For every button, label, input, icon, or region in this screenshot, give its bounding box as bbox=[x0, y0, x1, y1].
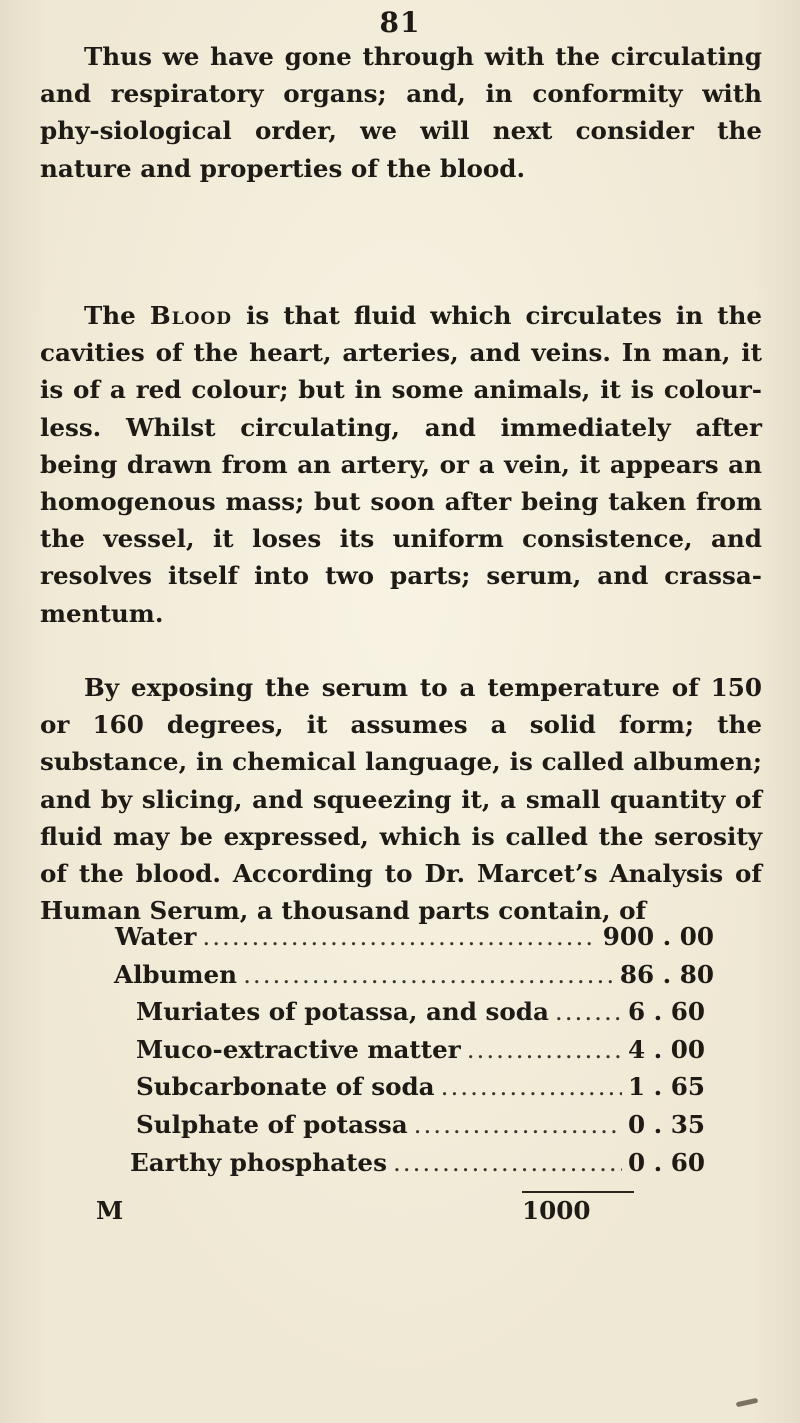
leader-dots bbox=[414, 1110, 622, 1139]
row-value: 1 . 65 bbox=[628, 1072, 706, 1102]
row-label: Earthy phosphates bbox=[130, 1147, 387, 1177]
table-row bbox=[94, 997, 714, 1035]
table-total: 1000 bbox=[522, 1196, 591, 1225]
row-value: 4 . 00 bbox=[628, 1034, 706, 1064]
paragraph-lead-word: The bbox=[84, 301, 136, 330]
row-label: Subcarbonate of soda bbox=[136, 1072, 435, 1102]
row-value: 0 . 60 bbox=[628, 1147, 706, 1177]
leader-dots bbox=[393, 1148, 622, 1177]
signature-mark: M bbox=[96, 1196, 124, 1225]
table-row bbox=[94, 1110, 714, 1148]
row-label: Water bbox=[115, 922, 197, 951]
row-value: 0 . 35 bbox=[628, 1109, 706, 1139]
paragraph-intro: Thus we have gone through with the circulating and respiratory organs; and, in conformity with phy-siological order, we will next consider the nature and properties of the blood. bbox=[40, 42, 762, 183]
row-label: Muco-extractive matter bbox=[136, 1034, 461, 1064]
table-row bbox=[94, 1072, 714, 1110]
paragraph-serum: By exposing the serum to a temperature of 150 or 160 degrees, it assumes a solid form; the substance, in chemical language, is called albumen; and by slicing, and squeezing it, a small quantity of fluid may be expressed, which is called the serosity of the blood. According to Dr. Marcet’s Analysis of Human Serum, a thousand parts contain, of bbox=[40, 673, 762, 926]
row-value: 6 . 60 bbox=[628, 997, 706, 1027]
table-row bbox=[94, 922, 714, 960]
paragraph-blood-definition bbox=[40, 297, 762, 632]
leader-dots bbox=[555, 997, 622, 1026]
row-label: Albumen bbox=[114, 959, 238, 989]
table-row bbox=[94, 1035, 714, 1073]
leader-dots bbox=[441, 1072, 622, 1101]
leader-dots bbox=[243, 960, 614, 989]
row-value: 900 . 00 bbox=[602, 922, 714, 951]
serum-analysis-table bbox=[94, 922, 714, 1185]
page-number: 81 bbox=[379, 6, 421, 39]
leader-dots bbox=[467, 1035, 622, 1064]
leader-dots bbox=[202, 922, 596, 951]
paragraph-blood-body: is that fluid which circulates in the cavities of the heart, arteries, and veins. In man, it is of a red colour; but in some animals, it is colour-less. Whilst circulating, and immediately after being drawn from an artery, or a vein, it appears an homogenous mass; but soon after being taken from the vessel, it loses its uniform consistence, and resolves itself into two parts; serum, and crassa-mentum. bbox=[40, 301, 763, 628]
ink-blot bbox=[736, 1398, 759, 1407]
total-rule bbox=[522, 1191, 634, 1193]
row-label: Sulphate of potassa bbox=[136, 1109, 408, 1139]
table-row bbox=[94, 960, 714, 998]
row-value: 86 . 80 bbox=[619, 959, 714, 989]
term-blood: Blood bbox=[149, 301, 233, 330]
table-row bbox=[94, 1148, 714, 1186]
row-label: Muriates of potassa, and soda bbox=[136, 997, 549, 1027]
